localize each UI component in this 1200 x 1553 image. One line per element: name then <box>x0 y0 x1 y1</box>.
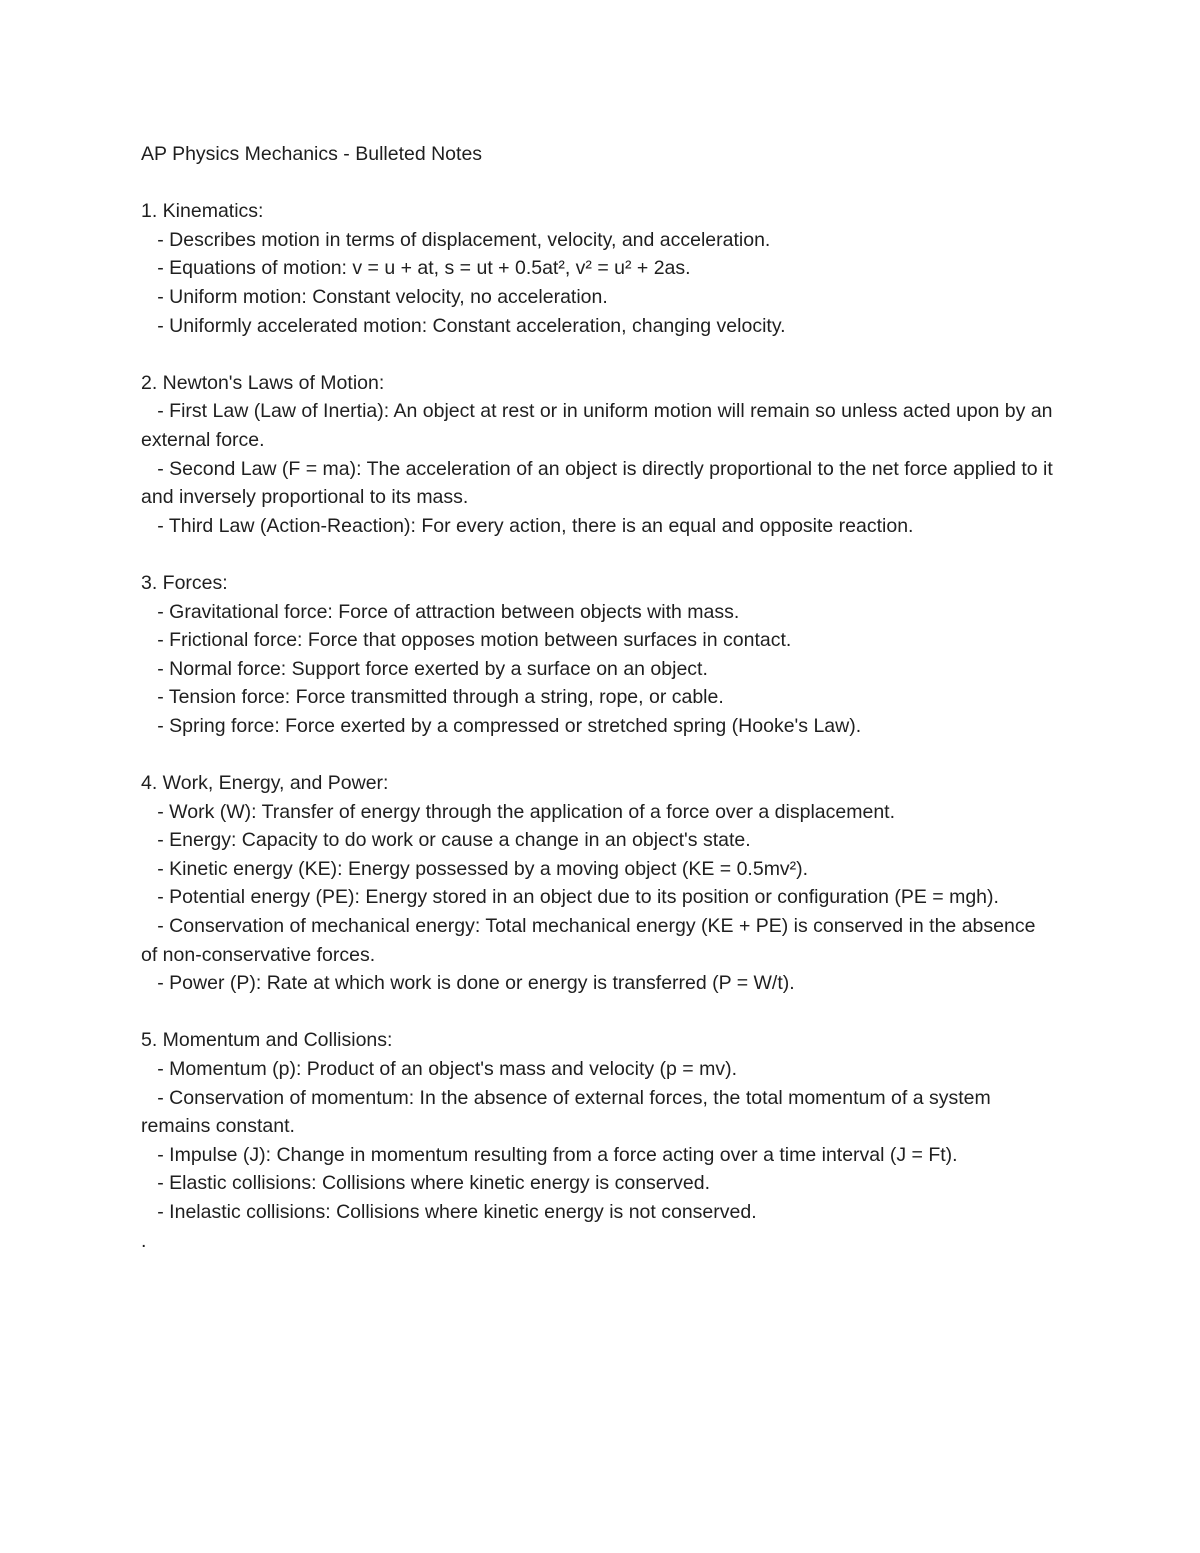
blank-line <box>141 540 1056 569</box>
section-work-energy-power <box>141 769 1056 998</box>
bullet-item: - Describes motion in terms of displacement, velocity, and acceleration. <box>141 228 771 251</box>
section-heading: 5. Momentum and Collisions: <box>141 1029 393 1052</box>
section-heading: 2. Newton's Laws of Motion: <box>141 371 385 394</box>
bullet-item: - Energy: Capacity to do work or cause a change in an object's state. <box>141 829 751 852</box>
document-body <box>141 140 1059 1255</box>
trailing-mark: . <box>141 1229 147 1252</box>
bullet-item: - Third Law (Action-Reaction): For every action, there is an equal and opposite reaction. <box>141 514 914 537</box>
blank-line <box>141 169 1056 198</box>
bullet-item: - Conservation of momentum: In the absence of external forces, the total momentum of a system remains constant. <box>141 1086 997 1138</box>
section-heading: 4. Work, Energy, and Power: <box>141 772 389 795</box>
bullet-item: - Gravitational force: Force of attraction between objects with mass. <box>141 600 740 623</box>
section-kinematics <box>141 197 1056 340</box>
bullet-item: - Inelastic collisions: Collisions where kinetic energy is not conserved. <box>141 1200 757 1223</box>
bullet-item: - Kinetic energy (KE): Energy possessed by a moving object (KE = 0.5mv²). <box>141 857 809 880</box>
bullet-item: - Normal force: Support force exerted by a surface on an object. <box>141 657 708 680</box>
bullet-item: - Momentum (p): Product of an object's mass and velocity (p = mv). <box>141 1058 737 1080</box>
bullet-item: - First Law (Law of Inertia): An object at rest or in uniform motion will remain so unless acted upon by an external force. <box>141 400 1058 451</box>
blank-line <box>141 740 1056 769</box>
section-heading: 3. Forces: <box>141 571 228 594</box>
document-title: AP Physics Mechanics - Bulleted Notes <box>141 143 483 165</box>
bullet-item: - Spring force: Force exerted by a compressed or stretched spring (Hooke's Law). <box>141 714 862 737</box>
bullet-item: - Second Law (F = ma): The acceleration of an object is directly proportional to the net force applied to it and inversely proportional to its mass. <box>141 457 1059 509</box>
section-heading: 1. Kinematics: <box>141 200 264 223</box>
section-forces <box>141 569 1056 741</box>
bullet-item: - Potential energy (PE): Energy stored in an object due to its position or configuration (PE = mgh). <box>141 886 999 909</box>
bullet-item: - Uniformly accelerated motion: Constant acceleration, changing velocity. <box>141 314 786 337</box>
section-momentum-collisions <box>141 1026 1056 1226</box>
bullet-item: - Power (P): Rate at which work is done or energy is transferred (P = W/t). <box>141 972 795 995</box>
bullet-item: - Work (W): Transfer of energy through the application of a force over a displacement. <box>141 800 895 823</box>
bullet-item: - Tension force: Force transmitted through a string, rope, or cable. <box>141 686 724 709</box>
bullet-item: - Frictional force: Force that opposes motion between surfaces in contact. <box>141 629 792 652</box>
bullet-item: - Impulse (J): Change in momentum resulting from a force acting over a time interval (J = Ft). <box>141 1143 958 1166</box>
blank-line <box>141 998 1056 1027</box>
bullet-item: - Equations of motion: v = u + at, s = ut + 0.5at², v² = u² + 2as. <box>141 257 691 280</box>
section-newtons-laws <box>141 369 1059 541</box>
bullet-item: - Elastic collisions: Collisions where kinetic energy is conserved. <box>141 1172 710 1195</box>
bullet-item: - Conservation of mechanical energy: Total mechanical energy (KE + PE) is conserved in the absence of non-conservative forces. <box>141 915 1041 966</box>
bullet-item: - Uniform motion: Constant velocity, no acceleration. <box>141 285 608 308</box>
blank-line <box>141 340 1056 369</box>
